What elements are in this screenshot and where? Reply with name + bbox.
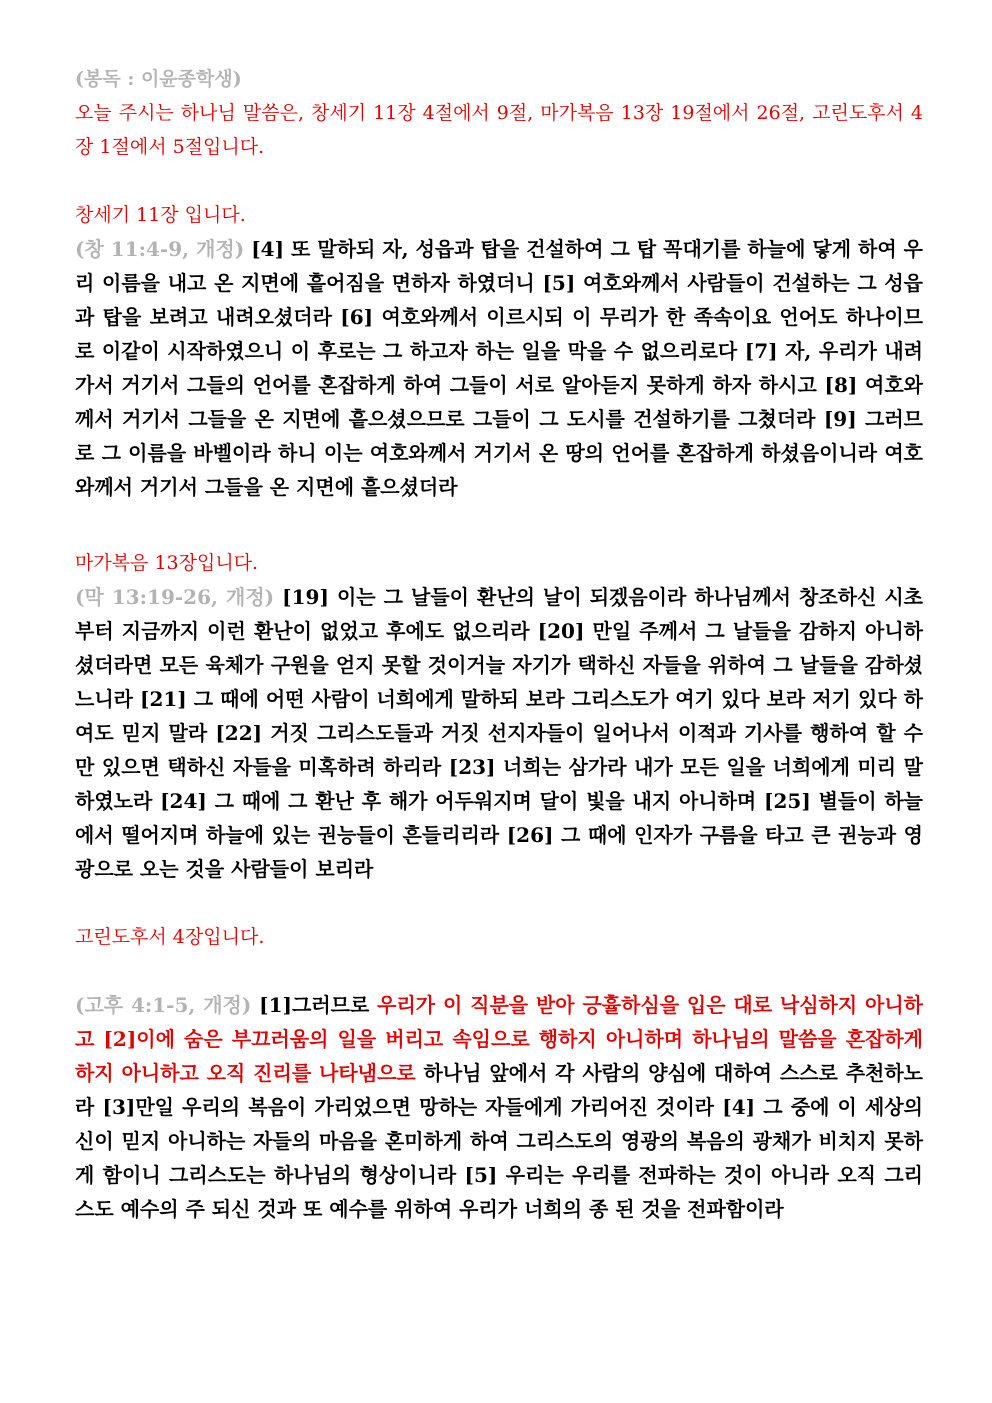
mark-reference: (막 13:19-26, 개정) [75,585,275,609]
mark-text: [19] 이는 그 날들이 환난의 날이 되겠음이라 하나님께서 창조하신 시초부터 지금까지 이런 환난이 없었고 후에도 없으리라 [20] 만일 주께서 그 날들을 감하지 아니하셨더라면 모든 육체가 구원을 얻지 못할 것이거늘 자기가 택하신 자들을 위하여 그 날들을 감하셨느니라 [21] 그 때에 어떤 사람이 너희에게 말하되 보라 그리스도가 여기 있다 보라 저기 있다 하여도 믿지 말라 [22] 거짓 그리스도들과 거짓 선지자들이 일어나서 이적과 기사를 행하여 할 수만 있으면 택하신 자들을 미혹하려 하리라 [23] 너희는 삼가라 내가 모든 일을 너희에게 미리 말하였노라 [24] 그 때에 그 환난 후 해가 어두워지며 달이 빛을 내지 아니하며 [25] 별들이 하늘에서 떨어지며 하늘에 있는 권능들이 흔들리리라 [26] 그 때에 인자가 구름을 타고 큰 권능과 영광으로 오는 것을 사람들이 보리라 [75,585,923,881]
scripture-intro: 오늘 주시는 하나님 말씀은, 창세기 11장 4절에서 9절, 마가복음 13장 19절에서 26절, 고린도후서 4장 1절에서 5절입니다. [75,102,923,158]
genesis-text: [4] 또 말하되 자, 성읍과 탑을 건설하여 그 탑 꼭대기를 하늘에 닿게 하여 우리 이름을 내고 온 지면에 흩어짐을 면하자 하였더니 [5] 여호와께서 사람들이 건설하는 그 성읍과 탑을 보려고 내려오셨더라 [6] 여호와께서 이르시되 이 무리가 한 족속이요 언어도 하나이므로 이같이 시작하였으니 이 후로는 그 하고자 하는 일을 막을 수 없으리로다 [7] 자, 우리가 내려가서 거기서 그들의 언어를 혼잡하게 하여 그들이 서로 알아듣지 못하게 하자 하시고 [8] 여호와께서 거기서 그들을 온 지면에 흩으셨으므로 그들이 그 도시를 건설하기를 그쳤더라 [9] 그러므로 그 이름을 바벨이라 하니 이는 여호와께서 거기서 온 땅의 언어를 혼잡하게 하셨음이니라 여호와께서 거기서 그들을 온 지면에 흩으셨더라 [75,237,923,499]
spacer [75,164,923,198]
mark-section [75,546,923,886]
mark-heading: 마가복음 13장입니다. [75,552,259,574]
corinthians-highlighted-text: 우리가 이 직분을 받아 긍휼하심을 입은 대로 낙심하지 아니하고 [2]이에 숨은 부끄러움의 일을 버리고 속임으로 행하지 아니하며 하나님의 말씀을 혼잡하게 하지 아니하고 오직 진리를 나타냄으로 [75,993,923,1085]
genesis-passage [75,232,923,504]
spacer [75,954,923,988]
mark-passage [75,580,923,886]
spacer [75,504,923,546]
genesis-reference: (창 11:4-9, 개정) [75,237,245,261]
spacer [75,886,923,920]
genesis-section [75,198,923,504]
corinthians-heading: 고린도후서 4장입니다. [75,926,265,948]
bulletin-page [75,62,923,1226]
corinthians-text-after: 하나님 앞에서 각 사람의 양심에 대하여 스스로 추천하노라 [3]만일 우리의 복음이 가리었으면 망하는 자들에게 가리어진 것이라 [4] 그 중에 이 세상의 신이 믿지 아니하는 자들의 마음을 혼미하게 하여 그리스도의 영광의 복음의 광채가 비치지 못하게 함이니 그리스도는 하나님의 형상이니라 [5] 우리는 우리를 전파하는 것이 아니라 오직 그리스도 예수의 주 되신 것과 또 예수를 위하여 우리가 너희의 종 된 것을 전파함이라 [75,1061,923,1221]
corinthians-reference: (고후 4:1-5, 개정) [75,993,252,1017]
corinthians-section [75,920,923,1226]
corinthians-passage [75,988,923,1226]
genesis-heading: 창세기 11장 입니다. [75,204,246,226]
corinthians-text-before: [1]그러므로 [251,993,378,1017]
reader-line: (봉독 : 이윤종학생) [75,68,242,90]
